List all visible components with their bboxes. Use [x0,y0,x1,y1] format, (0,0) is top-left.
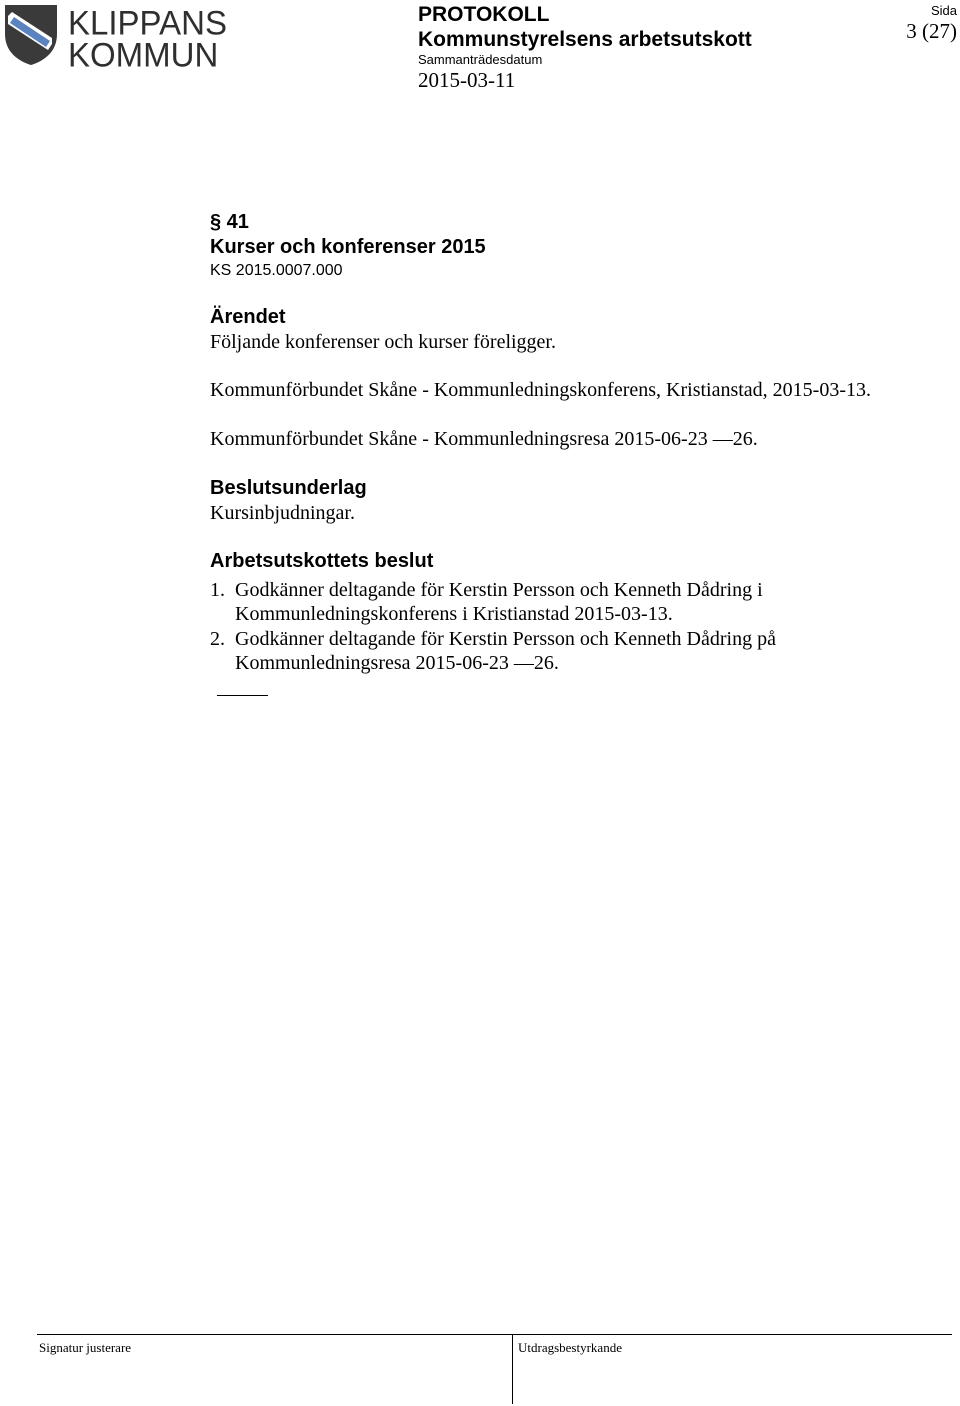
decision-number: 1. [210,579,225,601]
footer-rule [37,1334,952,1335]
beslutsunderlag-heading: Beslutsunderlag [210,477,367,499]
section-number: § 41 [210,211,249,233]
logo-wordmark-line2: KOMMUN [68,34,219,74]
decision-text-line: Godkänner deltagande för Kerstin Persson och Kenneth Dådring i [235,579,763,601]
case-number: KS 2015.0007.000 [210,262,343,279]
arendet-heading: Ärendet [210,306,286,328]
beslutsunderlag-text: Kursinbjudningar. [210,502,355,524]
signature-label: Signatur justerare [39,1340,132,1355]
logo-wordmark-line1: KLIPPANS [68,2,227,42]
meeting-date-label: Sammanträdesdatum [418,52,543,67]
decision-text-line: Kommunledningskonferens i Kristianstad 2015-03-13. [235,603,673,625]
section-end-rule [217,695,268,696]
committee-name: Kommunstyrelsens arbetsutskott [418,28,752,51]
section-title: Kurser och konferenser 2015 [210,236,486,258]
conference-item: Kommunförbundet Skåne - Kommunledningskonferens, Kristianstad, 2015-03-13. [210,379,872,401]
municipality-logo [4,2,227,74]
document-type: PROTOKOLL [418,3,550,26]
conference-item: Kommunförbundet Skåne - Kommunledningsresa 2015-06-23 —26. [210,428,758,450]
decision-number: 2. [210,628,225,650]
coat-of-arms-shield-icon [4,4,60,66]
decision-heading: Arbetsutskottets beslut [210,550,434,572]
decision-text-line: Godkänner deltagande för Kerstin Persson och Kenneth Dådring på [235,628,776,650]
page-label: Sida [930,3,957,18]
page-number: 3 (27) [906,19,957,43]
decision-text [235,578,763,626]
decision-text-line: Kommunledningsresa 2015-06-23 —26. [235,652,559,674]
extract-certification-label: Utdragsbestyrkande [518,1340,622,1355]
meeting-date: 2015-03-11 [418,68,516,92]
footer-divider [512,1334,513,1404]
arendet-intro: Följande konferenser och kurser föreligger. [210,331,556,353]
decision-text [235,627,776,675]
